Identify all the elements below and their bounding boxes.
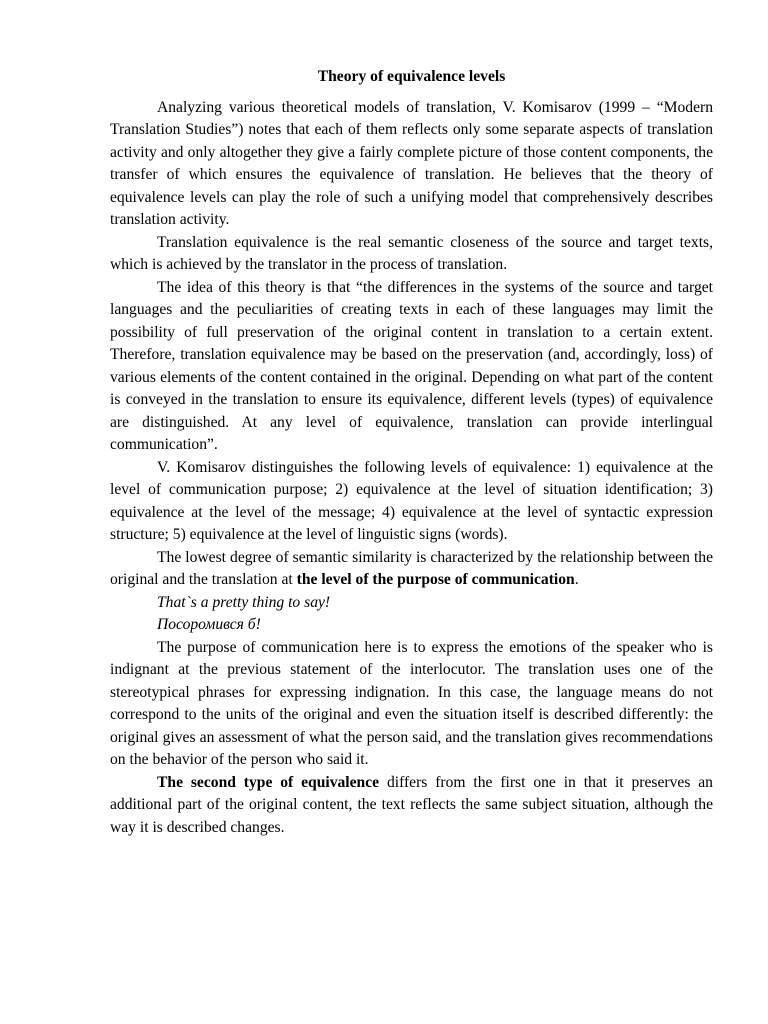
- second-type-term: The second type of equivalence: [157, 773, 380, 791]
- paragraph-definition: Translation equivalence is the real semantic closeness of the source and target texts, which is achieved by the translator in the process of translation.: [110, 233, 713, 273]
- paragraph-levels-list: V. Komisarov distinguishes the following levels of equivalence: 1) equivalence at the level of communication purpose; 2) equivalence at the level of situation identification; 3) equivalence at the level of the message; 4) equivalence at the level of syntactic expression structure; 5) equivalence at the level of linguistic signs (words).: [110, 458, 713, 543]
- document-title: Theory of equivalence levels: [317, 68, 506, 85]
- lowest-degree-text: The lowest degree of semantic similarity is characterized by the relationship between the original and the translation at: [110, 548, 713, 588]
- paragraph-theory-idea: The idea of this theory is that “the differences in the systems of the source and target languages and the peculiarities of creating texts in each of these languages may limit the possibility of full preservation of the original content in translation to a certain extent. Therefore, translation equivalence may be based on the preservation (and, accordingly, loss) of various elements of the content contained in the original. Depending on what part of the content is conveyed in the translation to ensure its equivalence, different levels (types) of equivalence are distinguished. At any level of equivalence, translation can provide interlingual communication”.: [110, 278, 713, 453]
- paragraph-intro: Analyzing various theoretical models of translation, V. Komisarov (1999 – “Modern Translation Studies”) notes that each of them reflects only some separate aspects of translation activity and only altogether they give a fairly complete picture of those content components, the transfer of which ensures the equivalence of translation. He believes that the theory of equivalence levels can play the role of such a unifying model that comprehensively describes translation activity.: [110, 98, 713, 228]
- lowest-degree-end: .: [574, 571, 579, 588]
- purpose-of-communication-term: the level of the purpose of communication: [296, 571, 575, 588]
- paragraph-second-type: [110, 772, 713, 840]
- example-english-quote: That`s a pretty thing to say!: [157, 593, 331, 611]
- document-page: [110, 66, 713, 839]
- example-ukrainian-quote: Посоромився б!: [157, 616, 261, 633]
- paragraph-lowest-degree: [110, 547, 713, 592]
- second-type-text: differs from the first one in that it preserves an additional part of the original content, the text reflects the same subject situation, although the way it is described changes.: [110, 773, 713, 836]
- paragraph-purpose-explanation: The purpose of communication here is to express the emotions of the speaker who is indignant at the previous statement of the interlocutor. The translation uses one of the stereotypical phrases for expressing indignation. In this case, the language means do not correspond to the units of the original and even the situation itself is described differently: the original gives an assessment of what the person said, and the translation gives recommendations on the behavior of the person who said it.: [110, 638, 713, 768]
